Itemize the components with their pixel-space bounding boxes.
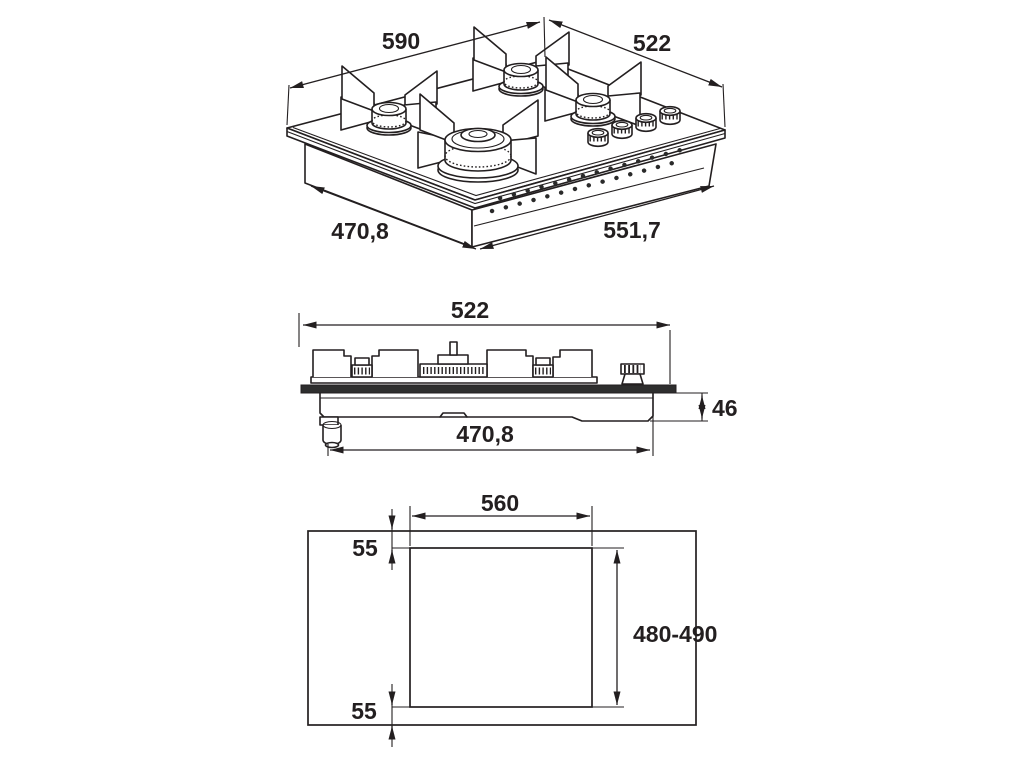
dim-cutout-depth (617, 550, 717, 705)
pan-support-block (553, 350, 592, 377)
dim-label-cutout-depth: 480-490 (633, 621, 718, 647)
dim-label-side-glass-depth: 522 (450, 297, 490, 323)
dim-side-body-depth (328, 394, 653, 456)
dim-rear-clearance (352, 509, 392, 570)
side-burner-right (533, 358, 553, 377)
pan-support-block (372, 350, 418, 377)
dim-front-clearance (351, 684, 392, 747)
dim-label-rear-clearance: 55 (352, 535, 378, 561)
knob-3 (636, 114, 656, 132)
pan-support-block (313, 350, 351, 377)
dim-label-body-width: 551,7 (603, 217, 661, 243)
dim-label-cutout-width: 560 (480, 490, 520, 516)
gas-inlet (320, 417, 341, 448)
knob-1 (588, 129, 608, 147)
dim-label-glass-depth: 522 (632, 30, 672, 56)
knob-4 (660, 107, 680, 125)
side-burner-left (352, 358, 372, 377)
dim-label-front-clearance: 55 (351, 698, 377, 724)
dim-label-body-depth: 470,8 (331, 218, 389, 244)
isometric-view (287, 17, 725, 249)
side-knob (621, 364, 644, 384)
dim-label-body-height: 46 (712, 395, 738, 421)
dim-cutout-width (410, 490, 592, 546)
cutout-opening (410, 548, 592, 707)
pan-support-block (487, 350, 533, 377)
dim-label-side-body-depth: 470,8 (456, 421, 514, 447)
side-view (299, 297, 738, 456)
cutout-view (308, 490, 717, 747)
glass-edge (301, 385, 676, 393)
dim-label-glass-width: 590 (381, 28, 421, 54)
pan-support-rail (311, 377, 597, 383)
dim-body-height (650, 393, 738, 421)
side-body (320, 393, 653, 421)
knob-2 (612, 121, 632, 139)
side-burner-wok (420, 342, 487, 377)
